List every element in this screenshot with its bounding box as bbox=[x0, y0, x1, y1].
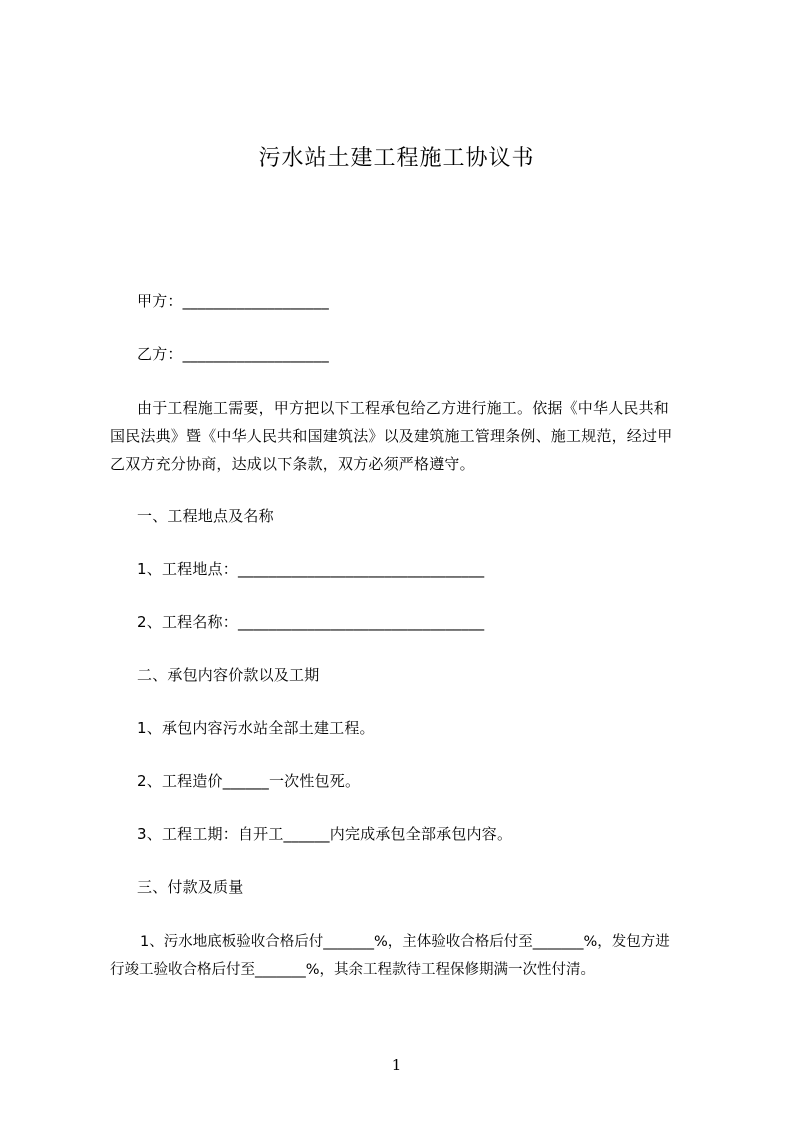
section-3-paragraph-line-2: 行竣工验收合格后付至_______%，其余工程款待工程保修期满一次性付清。 bbox=[110, 962, 596, 978]
section-2-heading: 二、承包内容价款以及工期 bbox=[137, 666, 320, 684]
party-b-line: 乙方：___________________ bbox=[137, 345, 329, 363]
document-title: 污水站土建工程施工协议书 bbox=[258, 146, 535, 171]
section-2-item-scope: 1、承包内容污水站全部土建工程。 bbox=[137, 719, 375, 737]
section-1-heading: 一、工程地点及名称 bbox=[137, 507, 274, 525]
intro-line-2: 国民法典》暨《中华人民共和国建筑法》以及建筑施工管理条例、施工规范，经过甲 bbox=[110, 427, 673, 445]
intro-line-1: 由于工程施工需要，甲方把以下工程承包给乙方进行施工。依据《中华人民共和 bbox=[137, 399, 670, 417]
page-number: 1 bbox=[391, 1056, 402, 1074]
section-3-heading: 三、付款及质量 bbox=[137, 878, 244, 896]
section-2-item-cost: 2、工程造价______一次性包死。 bbox=[137, 772, 361, 790]
party-a-line: 甲方：___________________ bbox=[137, 292, 329, 310]
section-1-item-name: 2、工程名称：________________________________ bbox=[137, 613, 485, 631]
intro-line-3: 乙双方充分协商，达成以下条款，双方必须严格遵守。 bbox=[110, 455, 475, 473]
section-3-paragraph-line-1: 1、污水地底板验收合格后付_______%，主体验收合格后付至_______%，发包方进 bbox=[140, 934, 670, 950]
section-2-item-duration: 3、工程工期：自开工______内完成承包全部承包内容。 bbox=[137, 825, 513, 843]
section-1-item-location: 1、工程地点：________________________________ bbox=[137, 560, 485, 578]
